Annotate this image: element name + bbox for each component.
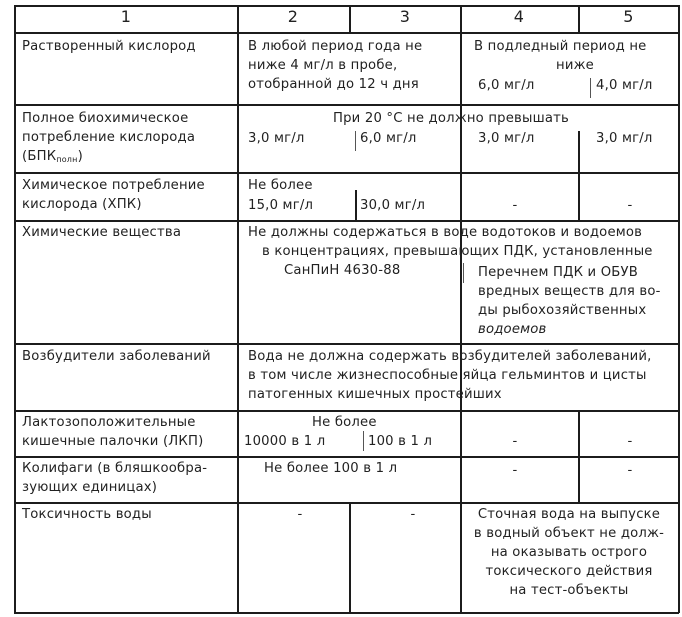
row-divider	[14, 104, 679, 106]
row-label-close: )	[77, 149, 83, 164]
tick-separator	[363, 431, 364, 451]
cell-text: патогенных кишечных простейших	[248, 387, 502, 402]
cell-text: При 20 °С не должно превышать	[333, 111, 570, 126]
cell-dash: -	[627, 463, 633, 478]
cell-text: Не более	[248, 178, 313, 193]
row-label: Колифаги (в бляшкообра-	[22, 461, 208, 476]
cell-value: 3,0 мг/л	[248, 131, 305, 146]
cell-value: 3,0 мг/л	[478, 131, 535, 146]
cell-value: 6,0 мг/л	[360, 131, 417, 146]
row-label: Токсичность воды	[22, 507, 152, 522]
cell-value: 100 в 1 л	[368, 434, 433, 449]
cell-dash: -	[512, 463, 518, 478]
cell-text: Не должны содержаться в воде водотоков и водоемов	[248, 225, 643, 240]
cell-dash: -	[512, 434, 518, 449]
table-border-left	[14, 5, 16, 613]
cell-text: ниже	[556, 58, 594, 73]
row-label: зующих единицах)	[22, 480, 158, 495]
tick-separator	[463, 263, 464, 283]
cell-text: Сточная вода на выпуске	[477, 507, 661, 522]
cell-text: вредных веществ для во-	[478, 284, 661, 299]
row-divider	[14, 343, 679, 345]
cell-value: 3,0 мг/л	[596, 131, 653, 146]
column-header-5: 5	[623, 7, 634, 26]
cell-text: на оказывать острого	[490, 545, 648, 560]
cell-value: 6,0 мг/л	[478, 78, 535, 93]
col-divider-2	[355, 190, 357, 221]
cell-text: на тест-объекты	[509, 583, 629, 598]
row-label: кишечные палочки (ЛКП)	[22, 434, 204, 449]
cell-text: в концентрациях, превышающих ПДК, установленные	[262, 244, 653, 259]
row-label: потребление кислорода	[22, 130, 196, 145]
cell-value: 30,0 мг/л	[360, 198, 426, 213]
row-label-subscript: полн	[56, 155, 78, 164]
cell-value: 15,0 мг/л	[248, 198, 314, 213]
table-border-right	[678, 5, 680, 613]
column-header-4: 4	[513, 7, 525, 26]
cell-dash: -	[297, 507, 303, 522]
cell-value: 10000 в 1 л	[244, 434, 326, 449]
row-label: Возбудители заболеваний	[22, 349, 211, 364]
column-header-2: 2	[287, 7, 299, 26]
row-label: Лактозоположительные	[22, 415, 196, 430]
row-label: Полное биохимическое	[22, 111, 189, 126]
row-label: Растворенный кислород	[22, 39, 196, 54]
cell-text: Перечнем ПДК и ОБУВ	[478, 265, 639, 280]
tick-separator	[355, 131, 356, 151]
cell-dash: -	[627, 198, 633, 213]
column-header-1: 1	[120, 7, 132, 26]
cell-text: В подледный период не	[474, 39, 647, 54]
cell-dash: -	[627, 434, 633, 449]
cell-text: отобранной до 12 ч дня	[248, 77, 419, 92]
col-divider-1	[237, 5, 239, 613]
cell-text: СанПиН 4630-88	[284, 263, 401, 278]
col-divider-2	[349, 502, 351, 613]
cell-text: ниже 4 мг/л в пробе,	[248, 58, 398, 73]
cell-text: в водный объект не долж-	[473, 526, 665, 541]
tick-separator	[590, 78, 591, 98]
col-divider-4	[578, 131, 580, 221]
cell-value: Не более 100 в 1 л	[264, 461, 398, 476]
cell-text: в том числе жизнеспособные яйца гельминтов и цисты	[248, 368, 647, 383]
cell-text: В любой период года не	[248, 39, 423, 54]
cell-text: ды рыбохозяйственных	[478, 303, 647, 318]
row-label-abbr: (БПК	[22, 149, 57, 164]
row-label: кислорода (ХПК)	[22, 197, 142, 212]
row-label: Химическое потребление	[22, 178, 205, 193]
cell-text: Вода не должна содержать возбудителей заболеваний,	[248, 349, 652, 364]
row-label	[22, 148, 83, 169]
col-divider-4	[578, 410, 580, 503]
cell-dash: -	[410, 507, 416, 522]
cell-value: 4,0 мг/л	[596, 78, 653, 93]
cell-dash: -	[512, 198, 518, 213]
cell-text: токсического действия	[485, 564, 653, 579]
cell-text: Не более	[312, 415, 377, 430]
row-label: Химические вещества	[22, 225, 182, 240]
column-header-3: 3	[399, 7, 411, 26]
cell-text: водоемов	[478, 322, 547, 337]
table-border-bottom	[14, 612, 679, 614]
